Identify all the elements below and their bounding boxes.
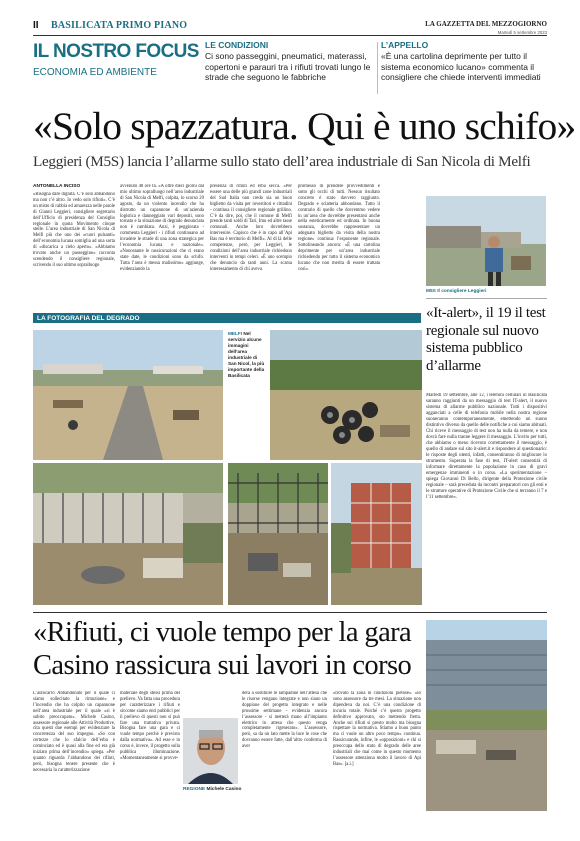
teaser-appeal — [381, 40, 547, 83]
main-subhead: Leggieri (M5S) lancia l’allarme sullo stato dell’area industriale di San Nicola di Melfi — [33, 153, 531, 170]
teaser-text: Ci sono passeggini, pneumatici, materassi, copertoni e parauri tra i rifiuti trovati lungo le strade che seguono le fabbriche — [205, 51, 371, 82]
second-column-2: materiale degli stessi prima del prelievo. Va fatta una procedura per caratterizzare i rifiuti e siccome siamo enti pubblici per il prelievo di questi non si può fare una trattativa privata. Bisogna fare una gara e ci vuole tempo perché è previsto dalla normativa». Ad esse e in corso è, invece, il progetto sulla pubblica illuminazione. «Momentaneamente si provve- — [120, 691, 180, 761]
portrait-name: Michele Casino — [206, 787, 242, 792]
masthead: LA GAZZETTA DEL MEZZOGIORNO — [425, 20, 547, 28]
gallery-photo-building — [331, 463, 422, 605]
focus-subtitle: ECONOMIA ED AMBIENTE — [33, 67, 157, 78]
sidebar-body: Martedì 19 settembre, alle 12, i telefoni cellulari in Basilicata saranno raggiunti da un messaggio di test IT-alert, il nuovo sistema di allarme pubblico nazionale. Tutti i dispositivi agganciati a celle di telefonia mobile nella nostra regione suoneranno contemporaneamente, emettendo un suono distintivo diverso da quello delle notifiche a cui siamo abituati. Chi riceve il messaggio di test non ha nulla da temere, e non dovrà fare nulla tranne leggere il messaggio. L’invito per tutti, che abbiamo o meno ricevuto correttamente il messaggio, è quello di andare sul sito it-alert.it e rispondere al questionario: le risposte degli utenti, infatti, consentiranno di migliorare lo strumento. Superata la fase di test, IT-alert consentirà di informare direttamente la popolazione in caso di gravi emergenze imminenti o in corso. «La sperimentazione – spiega Giovanni Di Bello, dirigente della Protezione civile regionale – sarà preceduta da incontri preparatori con gli enti e le strutture operative di Protezione Civile che si terranno il 7 e l’11 settembre». — [426, 393, 547, 500]
focus-title: IL NOSTRO FOCUS — [33, 41, 199, 62]
main-column-3: presenza di rifiuti ed erba secca. «Per essere una delle più grandi zone industriali del Sud Italia non credo sia un buon biglietto da visita per investitori e cittadini - continua il consigliere regionale grillino. C’è da dire, poi, che il comune di Melfi prende tanti soldi di Tari, Imu ed altre tasse comunali. Anche loro dovrebbero intervenire. Capisco che è in capo all’Api Bas ma è territorio di Melfi». Al di là delle competenze, però, per Leggieri, le condizioni dell’area industriale richiedono interventi in tempi celeri. «È uno scempio che denuncio da tanti anni. La scarsa interessamento di chi aveva — [210, 184, 292, 272]
byline: ANTONELLA INCISO — [33, 184, 81, 189]
teaser-conditions — [205, 40, 375, 83]
gallery-caption — [228, 331, 266, 379]
main-column-1: «Bisogna dare dignità. C’è solo abbandono ma non c’è altro. Io vedo solo rifiuti». C’è un misto di rabbia ed amarezza nelle parole di Gianni Leggieri, consigliere segretario dell’Ufficio di presidenza del Consiglio regionale in quota Movimento cinque stelle. L’area industriale di San Nicola di Melfi più che uno dei «cuori pulsanti» dell’economia lucana somiglia ad una sorta di «discarica a cielo aperto». «Abbiamo trovato anche un passeggino» racconta scendendo il consigliere regionale, scrivendo il suo ultimo sopralluogo — [33, 192, 115, 268]
issue-date: Martedì 5 settembre 2023 — [497, 30, 547, 35]
teaser-label: L’APPELLO — [381, 40, 429, 50]
sidebar-rule — [426, 298, 547, 299]
teaser-text: «È una cartolina deprimente per tutto il sistema economico lucano» commenta il consigliere che chiede interventi immediati — [381, 51, 541, 82]
gallery-photo-fence — [33, 463, 223, 605]
gallery-bar — [33, 313, 421, 323]
casino-portrait — [183, 718, 238, 784]
second-photo-warehouse — [426, 620, 547, 811]
gallery-label: LA FOTOGRAFIA DEL DEGRADO — [37, 314, 140, 322]
leggieri-caption: M5S Il consigliere Leggieri — [426, 289, 487, 294]
second-headline-1: «Rifiuti, ci vuole tempo per la gara — [33, 617, 412, 648]
sidebar-headline: «It-alert», il 19 il test regionale sul nuovo sistema pubblico d’allarme — [426, 305, 546, 374]
second-headline-2: Casino rassicura sui lavori in corso — [33, 650, 412, 681]
gallery-caption-tag: MELFI — [228, 331, 243, 336]
page-number: II — [33, 20, 39, 31]
second-rule — [33, 612, 547, 613]
teaser-label: LE CONDIZIONI — [205, 40, 269, 50]
main-column-4: promesso di prendere provvedimenti è sotto gli occhi di tutti. Nessun risultato concreto è stato davvero raggiunto. Degrado e sciatteria abbondano. Tutto il contrario di quello che dovremmo vedere in un’area che dovrebbe presentarsi anche nella esteticamente ed ordinata. In buona sostanza, dovrebbe rappresentare un adeguato biglietto da visita della nostra regione» continua l’esponente regionale. Sottolineando ancora: «È una cartolina deprimente per un’area industriale richiedendo per tutto il sistema economico lucano che non merita di essere trattata così». — [298, 184, 380, 272]
main-column-2: avvenuto 48 ore fa. «A oltre dieci giorni dal mio ultimo sopralluogo nell’area industriale di San Nicola di Melfi, colpita, lo scorso 20 agosto, da un violento incendio che ha distrutto un capannone di un’azienda logistica e danneggiato vari depositi, sono tornato e la situazione di degrado denunciata non è cambiata. Anzi, è peggiorata - commenta Leggieri - i rifiuti continuano ad invadere le strade di una zona strategica per l’economia lucana e nazionale». «Nonostante le rassicurazioni che ci erano state date, le condizioni sono da schifo. Tutta l’area è messa malissimo» aggiunge, evidenziando la — [120, 184, 204, 272]
section-label: BASILICATA PRIMO PIANO — [51, 20, 188, 31]
teaser-divider — [377, 42, 378, 94]
second-column-1: L’autocarro Abbandonato per il quale ci siamo sollecitato la rimozione» e l’incendio che ha colpito un capannone nell’area industriale per il quale «si è subito preoccupato». Michele Casino, assessore regionale alle Attività Produttive, cita questi due esempi per evidenziare la concretezza del suo impegno. «So con certezze che lo sfalcio dell’erba è cominciato ed è quasi alla fine ed era già iniziato prima dell’incendio» spiega. «Per quanto riguarda l’abbandono dei rifiuti, però, bisogna tenere presente che è necessaria la caratterizzazione — [33, 691, 115, 773]
portrait-tag: REGIONE — [183, 787, 206, 792]
leggieri-photo — [426, 196, 546, 286]
gallery-caption-text: Nel servizio alcune immagini dell’area industriale di San Nicol, la più importante della Basilicata — [228, 331, 265, 378]
second-column-3: derà a sostituire le lampadine nell’attesa che le risorse vengano integrate e non siano un doppione del progetto integrato e nelle prossime settimane - evidenzia ancora l’assessore - si metterà mano all’impianto elettrico in attesa che questo venga completamente rigenerato». L’assessore, però, sa da un lato mette la luce le cose che dovranno essere fatte, dall’altro conferma di aver — [242, 691, 327, 750]
gallery-photo-road — [33, 330, 223, 460]
page-header — [33, 20, 547, 33]
gallery-photo-tires — [270, 330, 422, 460]
gallery-photo-gate — [228, 463, 328, 605]
second-column-4: «trovato la zona in condizioni pietose». «Io sono assessore da tre mesi. La situazione non dipendeva da noi. C’è una condizione di incuria totale. Poiché c’è questo progetto definitivo approvato, sto mettendo fretta. Anche sui rifiuti si presto molto ma bisogna rispettare la normativa. Stiamo a buon punto ma ci vuole un altro poco tempo» continua. Rassicurando, infine, le «opposizioni» e chi si preoccupa dello stato di degrado delle aree industriali che mai come in questo momento l’assessore attenziona molto il lavoro di Api Bas». [a.i.] — [333, 691, 421, 767]
header-rule — [33, 35, 547, 36]
main-headline: «Solo spazzatura. Qui è uno schifo» — [33, 104, 576, 148]
